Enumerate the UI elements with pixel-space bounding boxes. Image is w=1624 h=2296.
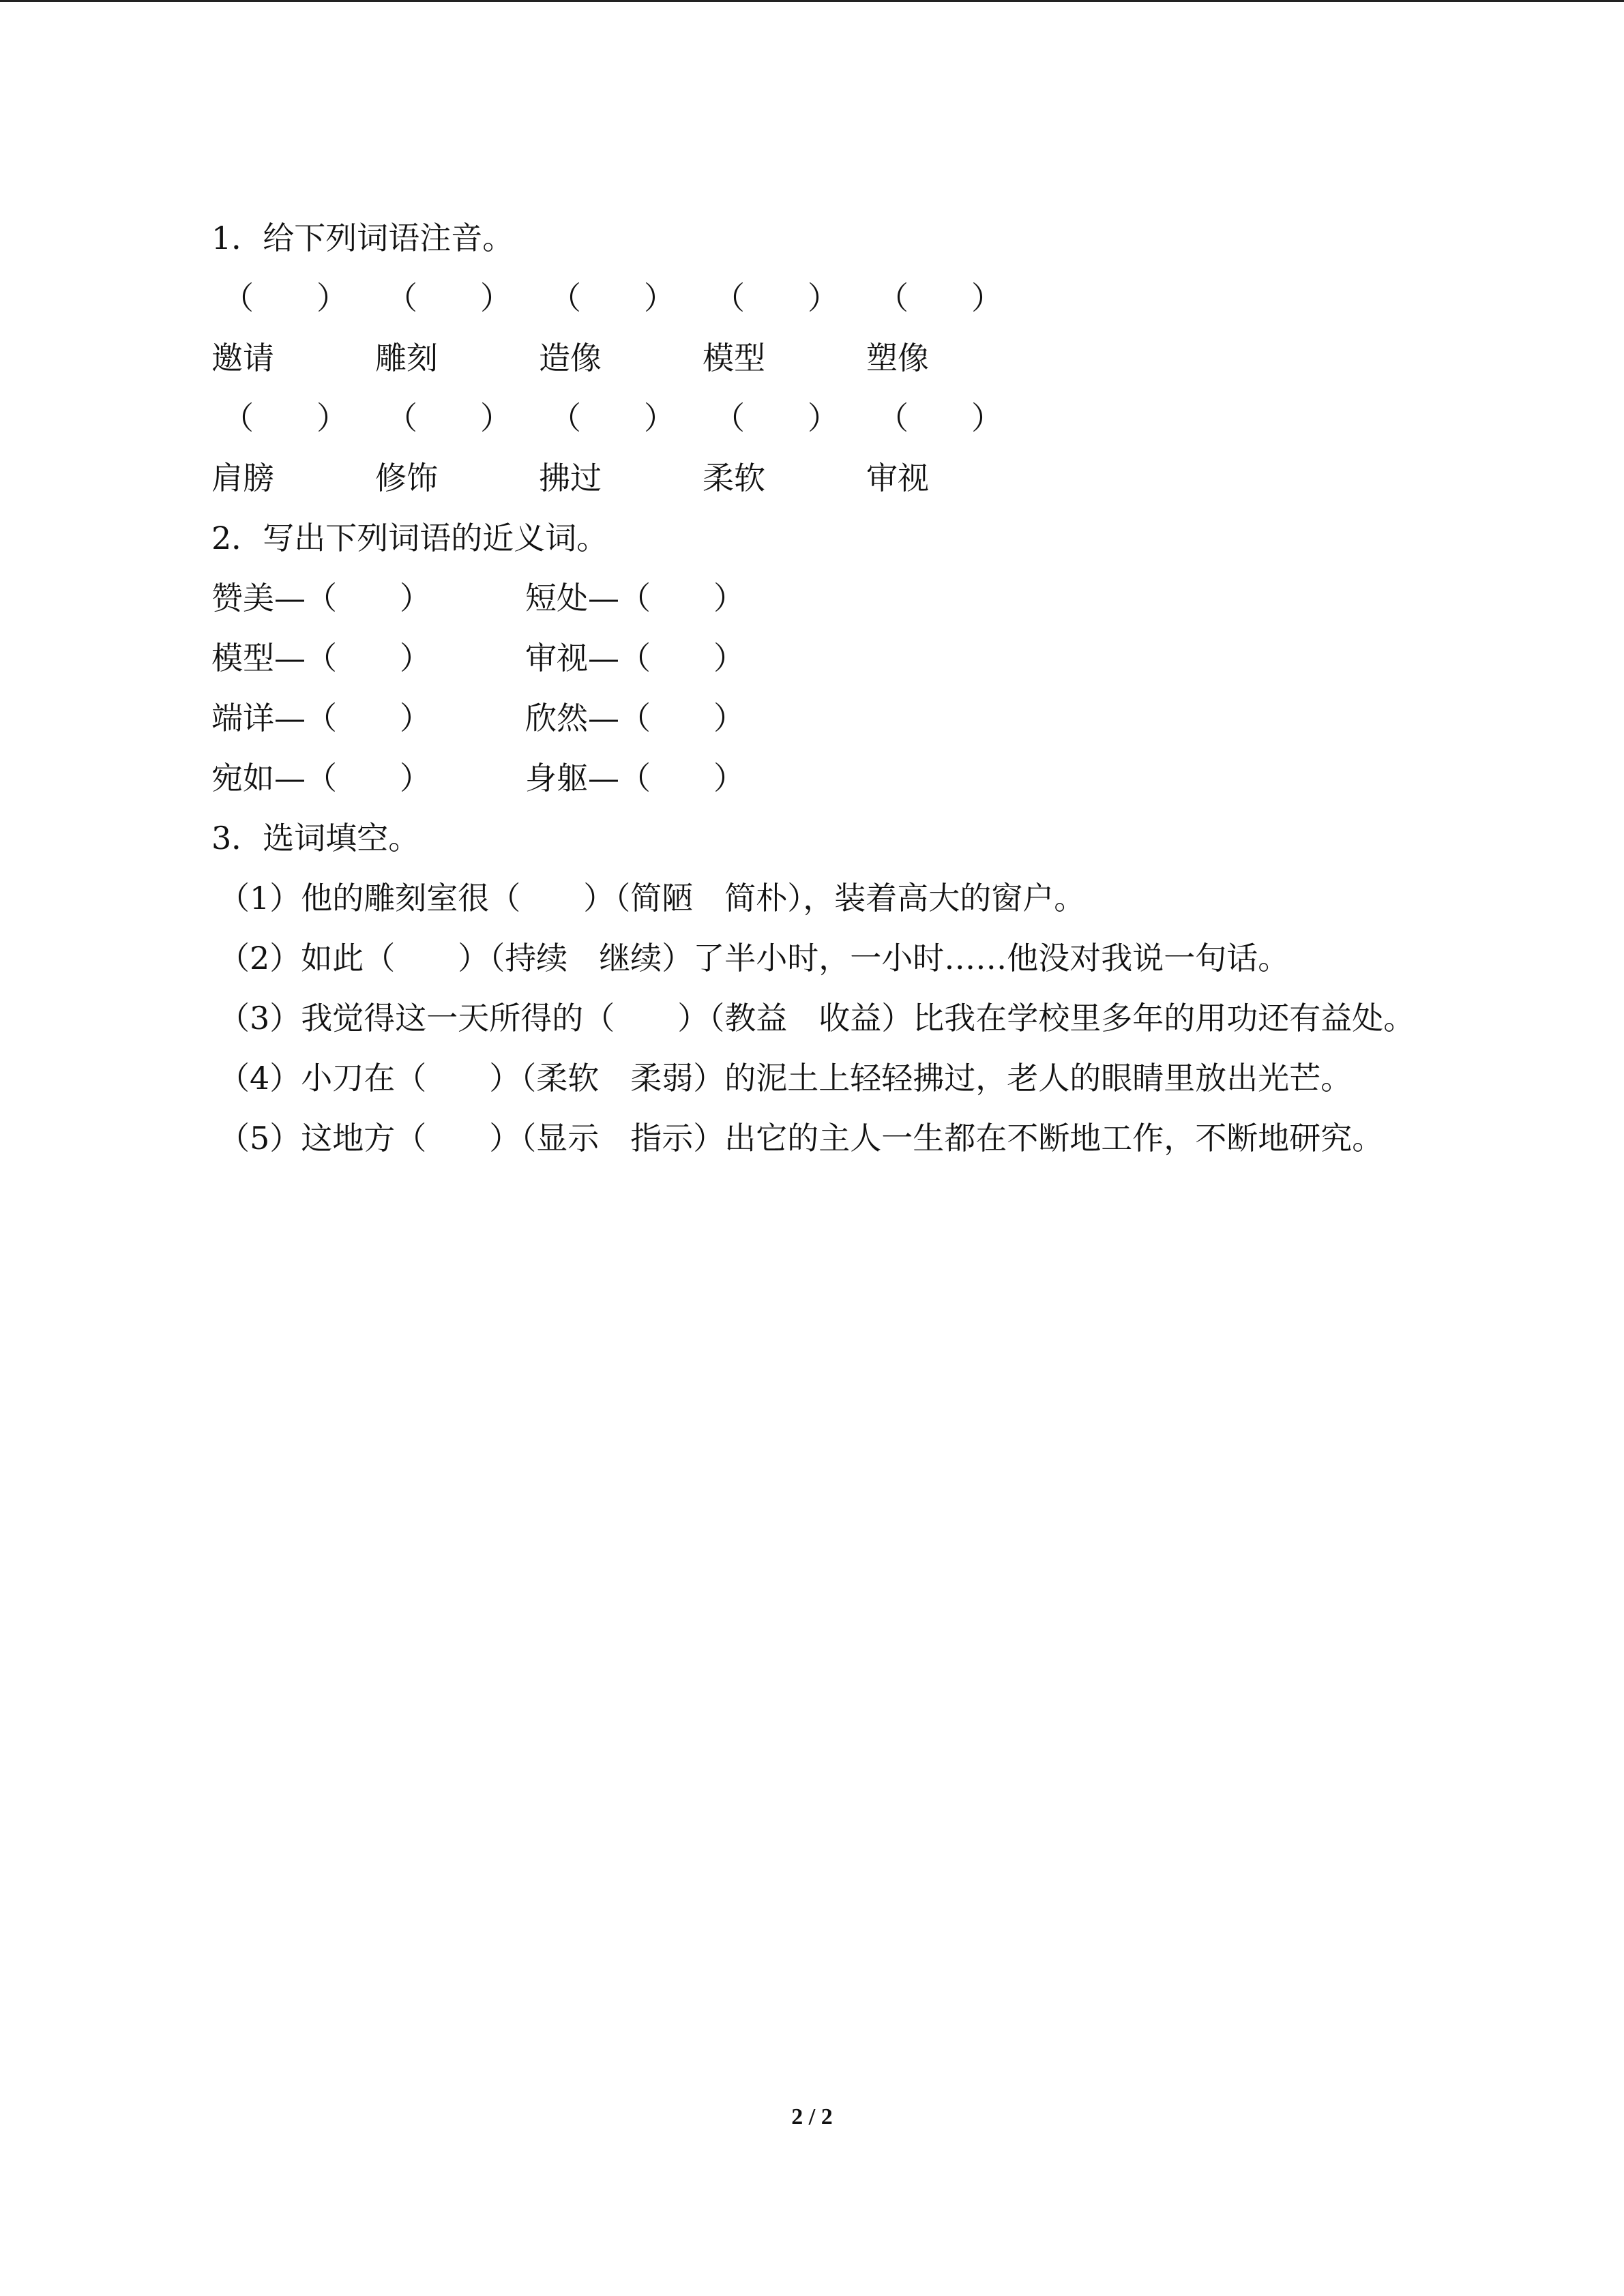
synonym-item: 模型—（ ） bbox=[211, 640, 431, 676]
word: 造像 bbox=[539, 340, 602, 376]
q1-paren-row-2 bbox=[211, 388, 1507, 448]
q3-item-2: （2）如此（ ）（持续 继续）了半小时，一小时……他没对我说一句话。 bbox=[218, 940, 1290, 976]
synonym-item: 身躯—（ ） bbox=[525, 760, 745, 796]
page-number: 2 / 2 bbox=[791, 2104, 833, 2130]
answer-blank: （ ） bbox=[550, 280, 675, 316]
word: 柔软 bbox=[703, 460, 765, 496]
answer-blank: （ ） bbox=[713, 400, 839, 436]
q2-title: 2．写出下列词语的近义词。 bbox=[211, 520, 608, 556]
word: 修饰 bbox=[375, 460, 438, 496]
word: 雕刻 bbox=[375, 340, 438, 376]
q1-title: 1．给下列词语注音。 bbox=[211, 220, 514, 256]
word: 肩膀 bbox=[211, 460, 274, 496]
word: 拂过 bbox=[539, 460, 602, 496]
word: 邀请 bbox=[211, 340, 274, 376]
q3-title: 3．选词填空。 bbox=[211, 820, 420, 856]
synonym-item: 宛如—（ ） bbox=[211, 760, 431, 796]
q3-item-3: （3）我觉得这一天所得的（ ）（教益 收益）比我在学校里多年的用功还有益处。 bbox=[218, 1000, 1415, 1037]
synonym-item: 端详—（ ） bbox=[211, 700, 431, 736]
synonym-item: 审视—（ ） bbox=[525, 640, 745, 676]
synonym-item: 欣然—（ ） bbox=[525, 700, 745, 736]
q2-row bbox=[211, 628, 1507, 688]
q1-paren-row-1 bbox=[211, 268, 1507, 328]
q2-row bbox=[211, 568, 1507, 628]
answer-blank: （ ） bbox=[222, 400, 348, 436]
q3-item-1: （1）他的雕刻室很（ ）（简陋 简朴），装着高大的窗户。 bbox=[218, 880, 1086, 916]
q2-row bbox=[211, 748, 1507, 808]
answer-blank: （ ） bbox=[877, 280, 1003, 316]
synonym-item: 短处—（ ） bbox=[525, 580, 745, 616]
worksheet-content bbox=[211, 208, 1507, 1168]
q3-item-4: （4）小刀在（ ）（柔软 柔弱）的泥土上轻轻拂过，老人的眼睛里放出光芒。 bbox=[218, 1060, 1353, 1097]
q1-word-row-1 bbox=[211, 328, 1507, 388]
synonym-item: 赞美—（ ） bbox=[211, 580, 431, 616]
answer-blank: （ ） bbox=[877, 400, 1003, 436]
word: 塑像 bbox=[866, 340, 929, 376]
top-border bbox=[0, 0, 1624, 2]
word: 审视 bbox=[866, 460, 929, 496]
q3-item-5: （5）这地方（ ）（显示 指示）出它的主人一生都在不断地工作，不断地研究。 bbox=[218, 1120, 1384, 1157]
q1-word-row-2 bbox=[211, 448, 1507, 508]
answer-blank: （ ） bbox=[713, 280, 839, 316]
answer-blank: （ ） bbox=[222, 280, 348, 316]
answer-blank: （ ） bbox=[386, 400, 512, 436]
answer-blank: （ ） bbox=[550, 400, 675, 436]
answer-blank: （ ） bbox=[386, 280, 512, 316]
q2-row bbox=[211, 688, 1507, 748]
word: 模型 bbox=[703, 340, 765, 376]
